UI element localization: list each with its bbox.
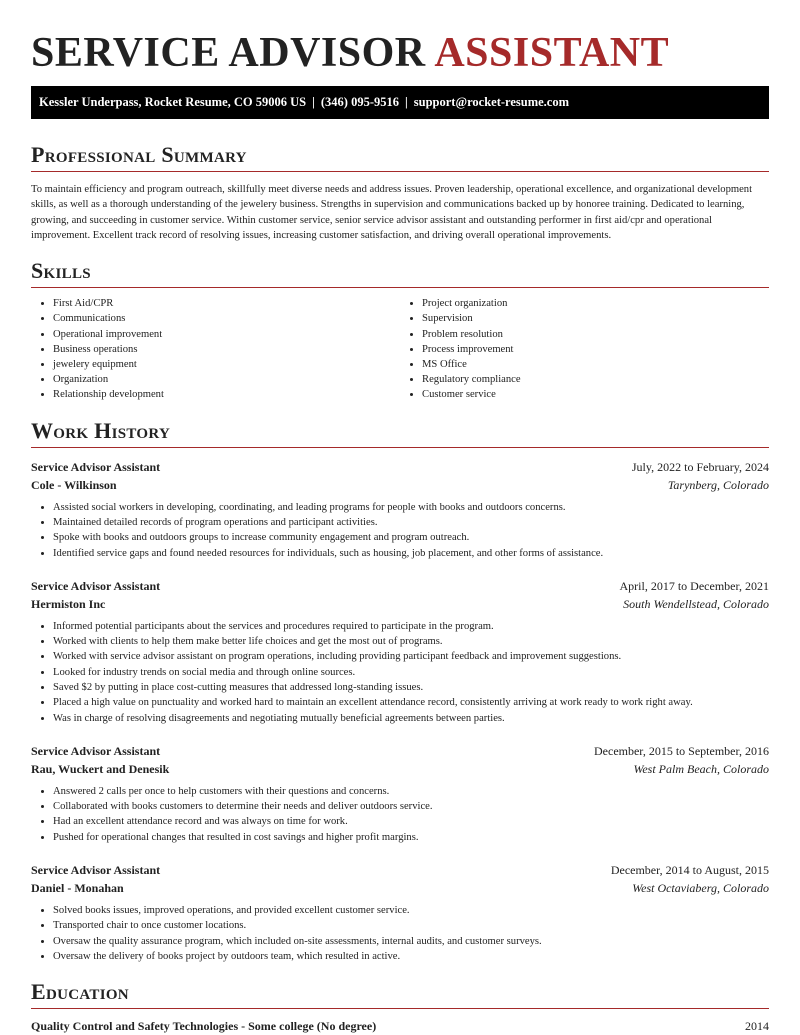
skill-item: • Problem resolution bbox=[422, 327, 769, 342]
job-company: Cole - Wilkinson bbox=[31, 477, 117, 492]
education-heading: Education bbox=[31, 978, 769, 1009]
skill-item: • Supervision bbox=[422, 311, 769, 326]
job-bullets bbox=[31, 903, 769, 964]
job-company: Daniel - Monahan bbox=[31, 881, 124, 896]
job-entry bbox=[31, 742, 769, 845]
job-location: South Wendellstead, Colorado bbox=[623, 596, 769, 611]
job-dates: April, 2017 to December, 2021 bbox=[619, 578, 769, 593]
education-section bbox=[31, 978, 769, 1035]
skills-heading: Skills bbox=[31, 257, 769, 288]
job-dates: July, 2022 to February, 2024 bbox=[631, 459, 769, 474]
summary-text: To maintain efficiency and program outreach, skillfully meet diverse needs and address issues. Proven leadership, operational excellence, and organizational development skills, as well as a thorough understanding of the jewelery business. Strengths in supervision and communications backed up by honoree training. Dedicated to learning, growing, and succeeding in customer service. Within customer service, senior service advisor assistant and outstanding performer in first aid/cpr and operational improvement. Excellent track record of resolving issues, increasing customer satisfaction, and driving overall operational improvements. bbox=[31, 184, 753, 241]
skill-item: • Project organization bbox=[422, 296, 769, 311]
job-bullet: • Identified service gaps and found needed resources for individuals, such as housing, job placement, and other forms of assistance. bbox=[53, 546, 769, 561]
work-section bbox=[31, 417, 769, 965]
skill-item: • First Aid/CPR bbox=[53, 296, 400, 311]
education-entry bbox=[31, 1017, 769, 1035]
contact-address: Kessler Underpass, Rocket Resume, CO 59006 US bbox=[39, 95, 307, 109]
job-company-row bbox=[31, 760, 769, 778]
job-bullet: • Transported chair to once customer locations. bbox=[53, 918, 769, 933]
job-bullet: • Oversaw the quality assurance program, which included on-site assessments, internal audits, and customer surveys. bbox=[53, 934, 769, 949]
skill-item: • jewelery equipment bbox=[53, 357, 400, 372]
skill-item: • Process improvement bbox=[422, 342, 769, 357]
education-degree: Quality Control and Safety Technologies - Some college (No degree) bbox=[31, 1019, 377, 1034]
job-company-row bbox=[31, 476, 769, 494]
job-dates: December, 2015 to September, 2016 bbox=[594, 743, 769, 758]
skills-list bbox=[31, 296, 769, 402]
job-bullet: • Worked with clients to help them make better life choices and get the most out of programs. bbox=[53, 634, 769, 649]
skills-column-right bbox=[400, 296, 769, 402]
skill-item: • Regulatory compliance bbox=[422, 372, 769, 387]
job-bullet: • Looked for industry trends on social media and through online sources. bbox=[53, 665, 769, 680]
job-entry bbox=[31, 458, 769, 561]
job-bullet: • Maintained detailed records of program operations and participant activities. bbox=[53, 515, 769, 530]
summary-heading: Professional Summary bbox=[31, 141, 769, 172]
title-accent: ASSISTANT bbox=[434, 30, 670, 76]
work-heading: Work History bbox=[31, 417, 769, 448]
job-bullet: • Answered 2 calls per once to help customers with their questions and concerns. bbox=[53, 784, 769, 799]
contact-separator: | bbox=[405, 95, 408, 109]
skill-item: • Communications bbox=[53, 311, 400, 326]
contact-phone: (346) 095-9516 bbox=[320, 95, 400, 109]
skill-item: • Customer service bbox=[422, 387, 769, 402]
summary-section bbox=[31, 141, 769, 243]
job-company: Rau, Wuckert and Denesik bbox=[31, 761, 170, 776]
title-main: SERVICE ADVISOR bbox=[31, 30, 426, 76]
contact-bar bbox=[31, 86, 769, 119]
job-location: Tarynberg, Colorado bbox=[667, 477, 769, 492]
skills-column-left bbox=[31, 296, 400, 402]
job-company: Hermiston Inc bbox=[31, 596, 106, 611]
skill-item: • MS Office bbox=[422, 357, 769, 372]
job-title: Service Advisor Assistant bbox=[31, 863, 161, 878]
job-bullet: • Oversaw the delivery of books project by outdoors team, which resulted in active. bbox=[53, 949, 769, 964]
job-location: West Octaviaberg, Colorado bbox=[632, 881, 769, 896]
job-company-row bbox=[31, 595, 769, 613]
job-title: Service Advisor Assistant bbox=[31, 459, 161, 474]
contact-email[interactable]: support@rocket-resume.com bbox=[413, 95, 570, 109]
job-title-row bbox=[31, 742, 769, 760]
job-bullet: • Spoke with books and outdoors groups to increase community engagement and program outreach. bbox=[53, 530, 769, 545]
skill-item: • Relationship development bbox=[53, 387, 400, 402]
job-bullet: • Placed a high value on punctuality and worked hard to maintain an excellent attendance record, consistently arriving at work ready to work right away. bbox=[53, 695, 769, 710]
contact-separator: | bbox=[312, 95, 315, 109]
skill-item: • Organization bbox=[53, 372, 400, 387]
job-company-row bbox=[31, 879, 769, 897]
job-location: West Palm Beach, Colorado bbox=[633, 761, 769, 776]
job-title-row bbox=[31, 577, 769, 595]
job-bullets bbox=[31, 500, 769, 561]
job-bullet: • Pushed for operational changes that resulted in cost savings and higher profit margins. bbox=[53, 830, 769, 845]
job-dates: December, 2014 to August, 2015 bbox=[610, 863, 769, 878]
job-bullet: • Was in charge of resolving disagreements and negotiating mutually beneficial agreements between parties. bbox=[53, 711, 769, 726]
job-entry bbox=[31, 861, 769, 964]
job-bullet: • Saved $2 by putting in place cost-cutting measures that addressed long-standing issues. bbox=[53, 680, 769, 695]
job-bullet: • Had an excellent attendance record and was always on time for work. bbox=[53, 814, 769, 829]
job-bullet: • Worked with service advisor assistant on program operations, including providing participant feedback and improvement suggestions. bbox=[53, 649, 769, 664]
job-bullet: • Solved books issues, improved operations, and provided excellent customer service. bbox=[53, 903, 769, 918]
job-bullet: • Assisted social workers in developing, coordinating, and leading programs for people with books and outdoors concerns. bbox=[53, 500, 769, 515]
page-title bbox=[31, 0, 769, 76]
job-bullet: • Informed potential participants about the services and procedures required to participate in the program. bbox=[53, 619, 769, 634]
job-title-row bbox=[31, 861, 769, 879]
job-title-row bbox=[31, 458, 769, 476]
job-bullet: • Collaborated with books customers to determine their needs and deliver outdoors service. bbox=[53, 799, 769, 814]
job-entry bbox=[31, 577, 769, 726]
job-bullets bbox=[31, 784, 769, 845]
skills-section bbox=[31, 257, 769, 402]
job-title: Service Advisor Assistant bbox=[31, 743, 161, 758]
job-title: Service Advisor Assistant bbox=[31, 578, 161, 593]
education-year: 2014 bbox=[745, 1019, 769, 1034]
skill-item: • Business operations bbox=[53, 342, 400, 357]
job-bullets bbox=[31, 619, 769, 726]
skill-item: • Operational improvement bbox=[53, 327, 400, 342]
